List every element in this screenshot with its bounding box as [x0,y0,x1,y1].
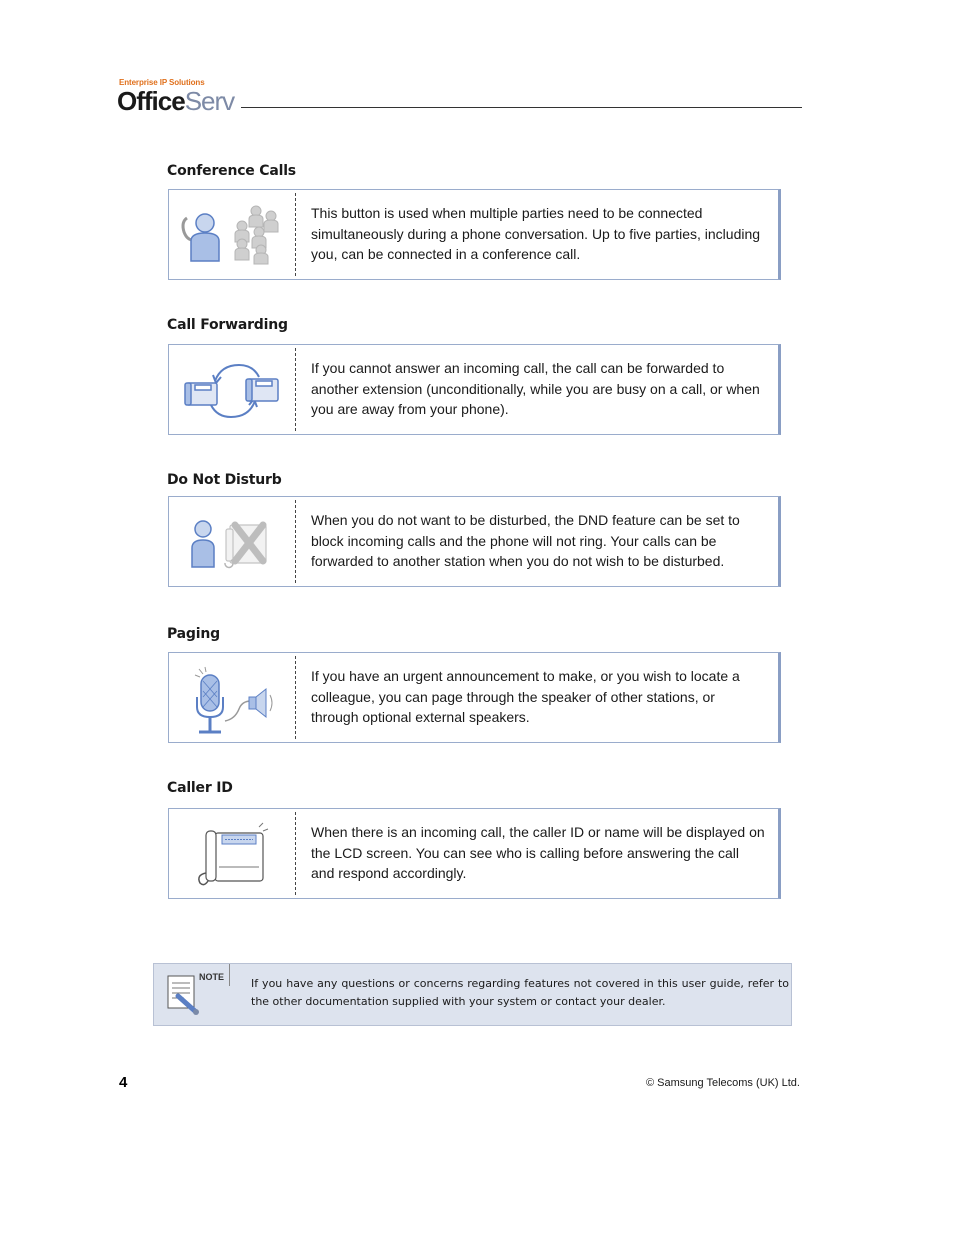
feature-description: When there is an incoming call, the caller ID or name will be displayed on the LCD screen. You can see who is calling before answering the call and respond accordingly. [311,824,765,881]
section-title-paging: Paging [167,626,220,642]
note-label: NOTE [199,972,225,982]
feature-box-paging [168,652,781,743]
section-title-caller-id: Caller ID [167,780,233,796]
feature-description: This button is used when multiple parties need to be connected simultaneously during a phone conversation. Up to five parties, including you, can be connected in a conference call. [311,205,761,262]
caller-id-icon [175,817,289,891]
note-box [153,963,792,1026]
section-title-call-forwarding: Call Forwarding [167,317,288,333]
note-pen-icon [164,970,204,1016]
feature-description: When you do not want to be disturbed, the DND feature can be set to block incoming calls and the phone will not ring. Your calls can be forwarded to another station when you do not wish to be disturbed. [311,512,740,569]
section-title-conference-calls: Conference Calls [167,163,296,179]
copyright: © Samsung Telecoms (UK) Ltd. [645,1077,800,1089]
call-forwarding-icon [175,353,289,427]
brand-name-light: Serv [184,86,235,116]
brand-logo [117,86,234,116]
feature-description: If you cannot answer an incoming call, the call can be forwarded to another extension (unconditionally, while you are busy on a call, or when you are away from your phone). [311,360,760,417]
note-text: If you have any questions or concerns regarding features not covered in this user guide, refer to the other documentation supplied with your system or contact your dealer. [251,977,789,1008]
paging-icon [175,661,289,735]
feature-box-do-not-disturb [168,496,781,587]
note-divider [229,964,230,986]
brand-name-bold: Office [117,86,185,116]
brand-tagline: Enterprise IP Solutions [119,78,205,87]
do-not-disturb-icon [175,505,289,579]
section-title-do-not-disturb: Do Not Disturb [167,472,282,488]
feature-box-caller-id [168,808,781,899]
feature-description: If you have an urgent announcement to make, or you wish to locate a colleague, you can page through the speaker of other stations, or through optional external speakers. [311,668,740,725]
header-rule [241,107,802,108]
feature-box-call-forwarding [168,344,781,435]
feature-box-conference-calls [168,189,781,280]
page-number: 4 [119,1074,128,1091]
conference-icon [175,198,289,272]
